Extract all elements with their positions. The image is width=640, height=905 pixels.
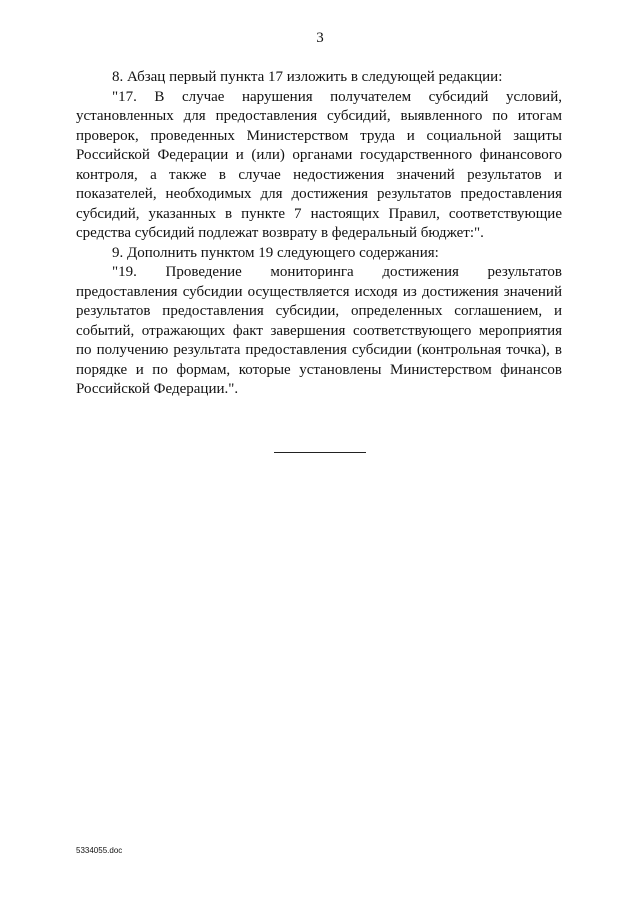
closing-divider [274,452,366,453]
footer-filename: 5334055.doc [76,846,123,855]
paragraph-item-9: 9. Дополнить пунктом 19 следующего содержания: [112,244,439,261]
paragraph-item-8: 8. Абзац первый пункта 17 изложить в следующей редакции: [112,69,503,85]
document-body [76,68,562,400]
paragraph-quote-19: "19. Проведение мониторинга достижения результатов предоставления субсидии осуществляется исходя из достижения значений результатов предоставления субсидии, определенных соглашением, и событий, отражающих факт завершения соответствующего мероприятия по получению результата предоставления субсидии (контрольная точка), в порядке и по формам, которые установлены Министерством финансов Российской Федерации.". [76,264,562,397]
page-number: 3 [316,30,324,46]
paragraph-quote-17: "17. В случае нарушения получателем субсидий условий, установленных для предоставления субсидий, выявленного по итогам проверок, проведенных Министерством труда и социальной защиты Российской Федерации и (или) органами государственного финансового контроля, а также в случае недостижения значений результатов и показателей, необходимых для достижения результатов предоставления субсидий, указанных в пункте 7 настоящих Правил, соответствующие средства субсидий подлежат возврату в федеральный бюджет:". [76,88,562,241]
